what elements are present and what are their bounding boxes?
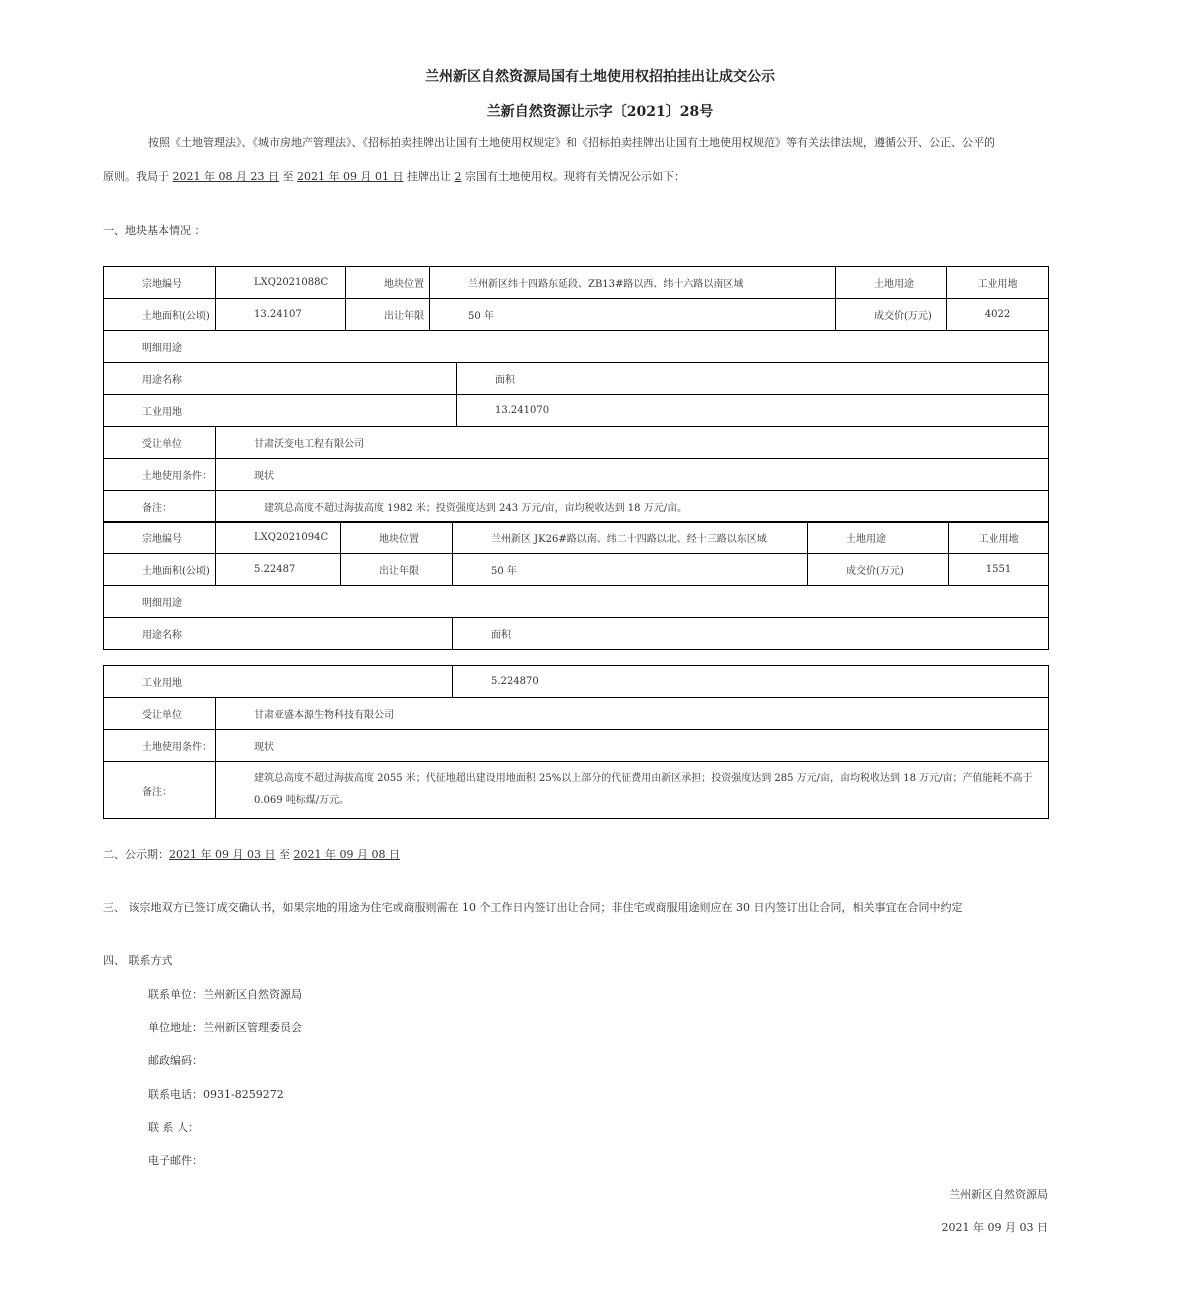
- contact-unit: 联系单位：兰州新区自然资源局: [148, 988, 302, 1001]
- intro-prefix: 原则。我局于: [103, 170, 169, 183]
- intro-line-2: [103, 168, 685, 184]
- table-row: [104, 299, 1049, 331]
- parcel-no-label: 宗地编号: [104, 267, 216, 299]
- parcel-2-table: [103, 521, 1049, 650]
- publicity-label: 二、公示期：: [103, 848, 169, 861]
- table-row: [104, 666, 1049, 698]
- price-label: 成交价(万元): [836, 299, 947, 331]
- term-label: 出让年限: [346, 299, 430, 331]
- section-2: [103, 846, 400, 862]
- detail-use-label: 明细用途: [104, 586, 1049, 618]
- signature-date: 2021 年 09 月 03 日: [941, 1221, 1048, 1234]
- price-value: 1551: [949, 554, 1049, 586]
- table-row: [104, 618, 1049, 650]
- use-area-header: 面积: [453, 618, 1049, 650]
- signature-org: 兰州新区自然资源局: [949, 1188, 1048, 1201]
- publicity-end: 2021 年 09 月 08 日: [293, 848, 400, 861]
- intro-end-date: 2021 年 09 月 01 日: [296, 170, 404, 183]
- location-label: 地块位置: [341, 522, 453, 554]
- remark-value: 建筑总高度不超过海拔高度 1982 米；投资强度达到 243 万元/亩，亩均税收达到 18 万元/亩。: [216, 491, 1049, 523]
- table-row: [104, 730, 1049, 762]
- parcel-no-label: 宗地编号: [104, 522, 216, 554]
- document-number: 兰新自然资源让示字〔2021〕28号: [486, 104, 714, 120]
- parcel-no-value: LXQ2021088C: [216, 267, 346, 299]
- table-row: [104, 427, 1049, 459]
- land-use-label: 土地用途: [836, 267, 947, 299]
- remark-label: 备注：: [104, 762, 216, 819]
- price-label: 成交价(万元): [808, 554, 949, 586]
- use-name-value: 工业用地: [104, 395, 457, 427]
- land-use-value: 工业用地: [947, 267, 1049, 299]
- intro-to: 至: [282, 170, 294, 183]
- location-value: 兰州新区纬十四路东延段、ZB13#路以西、纬十六路以南区域: [430, 267, 836, 299]
- section-3: 三、 该宗地双方已签订成交确认书，如果宗地的用途为住宅或商服则需在 10 个工作日内签订出让合同；非住宅或商服用途则应在 30 日内签订出让合同，相关事宜在合同中约定: [103, 901, 963, 914]
- section-1-heading: 一、地块基本情况 ：: [103, 224, 206, 237]
- use-area-header: 面积: [457, 363, 1049, 395]
- use-name-header: 用途名称: [104, 363, 457, 395]
- area-value: 5.22487: [216, 554, 341, 586]
- table-row: [104, 395, 1049, 427]
- intro-count: 2: [454, 170, 462, 183]
- page-title: 兰州新区自然资源局国有土地使用权招拍挂出让成交公示: [425, 69, 775, 85]
- contact-email: 电子邮件：: [148, 1154, 203, 1167]
- contact-phone: 联系电话：0931-8259272: [148, 1088, 284, 1101]
- remark-label: 备注：: [104, 491, 216, 523]
- parcel-1-table: [103, 266, 1049, 523]
- assignee-label: 受让单位: [104, 698, 216, 730]
- condition-value: 现状: [216, 730, 1049, 762]
- use-name-header: 用途名称: [104, 618, 453, 650]
- term-label: 出让年限: [341, 554, 453, 586]
- contact-person: 联 系 人：: [148, 1121, 199, 1134]
- detail-use-label: 明细用途: [104, 331, 1049, 363]
- area-label: 土地面积(公顷): [104, 554, 216, 586]
- condition-label: 土地使用条件：: [104, 730, 216, 762]
- assignee-label: 受让单位: [104, 427, 216, 459]
- table-row: [104, 459, 1049, 491]
- table-row: [104, 267, 1049, 299]
- intro-start-date: 2021 年 08 月 23 日: [172, 170, 279, 183]
- term-value: 50 年: [453, 554, 808, 586]
- location-label: 地块位置: [346, 267, 430, 299]
- intro-suffix: 宗国有土地使用权。现将有关情况公示如下：: [464, 170, 685, 183]
- use-area-value: 13.241070: [457, 395, 1049, 427]
- table-row: [104, 522, 1049, 554]
- section-4-heading: 四、 联系方式: [103, 954, 173, 967]
- publicity-to: 至: [278, 848, 290, 861]
- condition-value: 现状: [216, 459, 1049, 491]
- table-row: [104, 554, 1049, 586]
- assignee-value: 甘肃沃变电工程有限公司: [216, 427, 1049, 459]
- area-value: 13.24107: [216, 299, 346, 331]
- publicity-start: 2021 年 09 月 03 日: [169, 848, 276, 861]
- table-row: [104, 762, 1049, 819]
- contact-address: 单位地址：兰州新区管理委员会: [148, 1021, 302, 1034]
- price-value: 4022: [947, 299, 1049, 331]
- location-value: 兰州新区 JK26#路以南、纬二十四路以北、经十三路以东区域: [453, 522, 808, 554]
- table-row: [104, 586, 1049, 618]
- table-row: [104, 363, 1049, 395]
- condition-label: 土地使用条件：: [104, 459, 216, 491]
- assignee-value: 甘肃亚盛本源生物科技有限公司: [216, 698, 1049, 730]
- contact-postcode: 邮政编码：: [148, 1054, 203, 1067]
- intro-mid: 挂牌出让: [406, 170, 451, 183]
- area-label: 土地面积(公顷): [104, 299, 216, 331]
- land-use-label: 土地用途: [808, 522, 949, 554]
- remark-value: 建筑总高度不超过海拔高度 2055 米；代征地超出建设用地面积 25%以上部分的代征费用由新区承担；投资强度达到 285 万元/亩，亩均税收达到 18 万元/亩；产值能耗不高于 0.069 吨标煤/万元。: [216, 762, 1049, 819]
- use-area-value: 5.224870: [453, 666, 1049, 698]
- table-row: [104, 331, 1049, 363]
- parcel-2-table-continued: [103, 665, 1049, 819]
- use-name-value: 工业用地: [104, 666, 453, 698]
- intro-line-1: 按照《土地管理法》、《城市房地产管理法》、《招标拍卖挂牌出让国有土地使用权规定》和《招标拍卖挂牌出让国有土地使用权规范》等有关法律法规，遵循公开、公正、公平的: [148, 136, 995, 149]
- parcel-no-value: LXQ2021094C: [216, 522, 341, 554]
- land-use-value: 工业用地: [949, 522, 1049, 554]
- table-row: [104, 491, 1049, 523]
- term-value: 50 年: [430, 299, 836, 331]
- table-row: [104, 698, 1049, 730]
